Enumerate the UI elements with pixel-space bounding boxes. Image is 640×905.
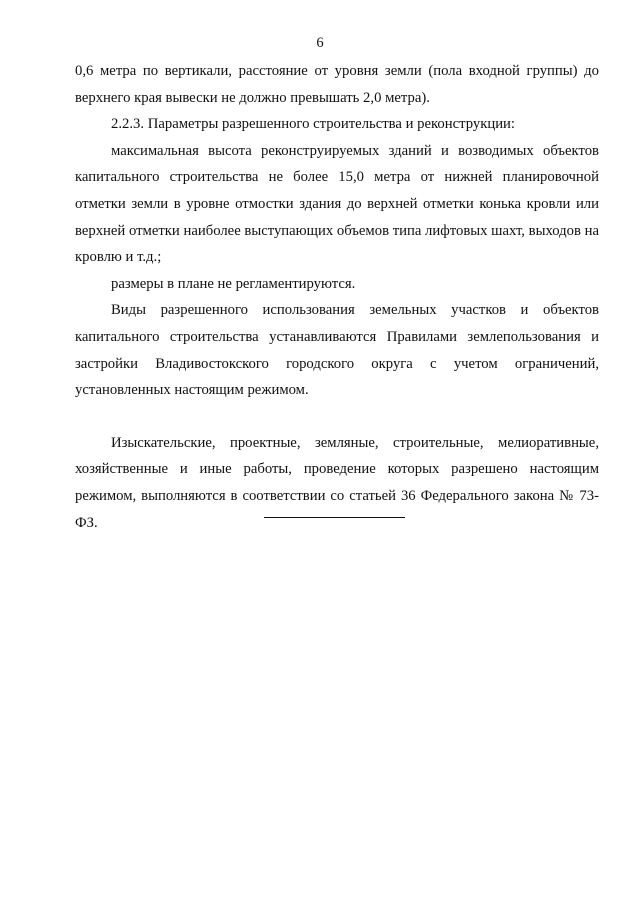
page-number: 6 [316,35,324,51]
paragraph-works: Изыскательские, проектные, земляные, строительные, мелиоративные, хозяйственные и иные работы, проведение которых разрешено настоящим режимом, выполняются в соответствии со статьей 36 Федерального закона № 73-ФЗ. [75,434,599,531]
paragraph-permitted-use: Виды разрешенного использования земельных участков и объектов капитального строительства устанавливаются Правилами землепользования и застройки Владивостокского городского округа с учетом ограничений, установленных настоящим режимом. [75,302,599,399]
paragraph-continuation: 0,6 метра по вертикали, расстояние от уровня земли (пола входной группы) до верхнего края вывески не должно превышать 2,0 метра). [75,63,599,106]
paragraph-plan-size: размеры в плане не регламентируются. [111,275,356,292]
paragraph-max-height: максимальная высота реконструируемых зданий и возводимых объектов капитального строительства не более 15,0 метра от нижней планировочной отметки земли в уровне отмостки здания до верхней отметки конька кровли или верхней отметки наиболее выступающих объемов типа лифтовых шахт, выходов на кровлю и т.д.; [75,142,599,266]
end-of-text-rule [264,517,405,518]
section-heading: 2.2.3. Параметры разрешенного строительства и реконструкции: [111,116,515,133]
document-body [75,58,599,536]
